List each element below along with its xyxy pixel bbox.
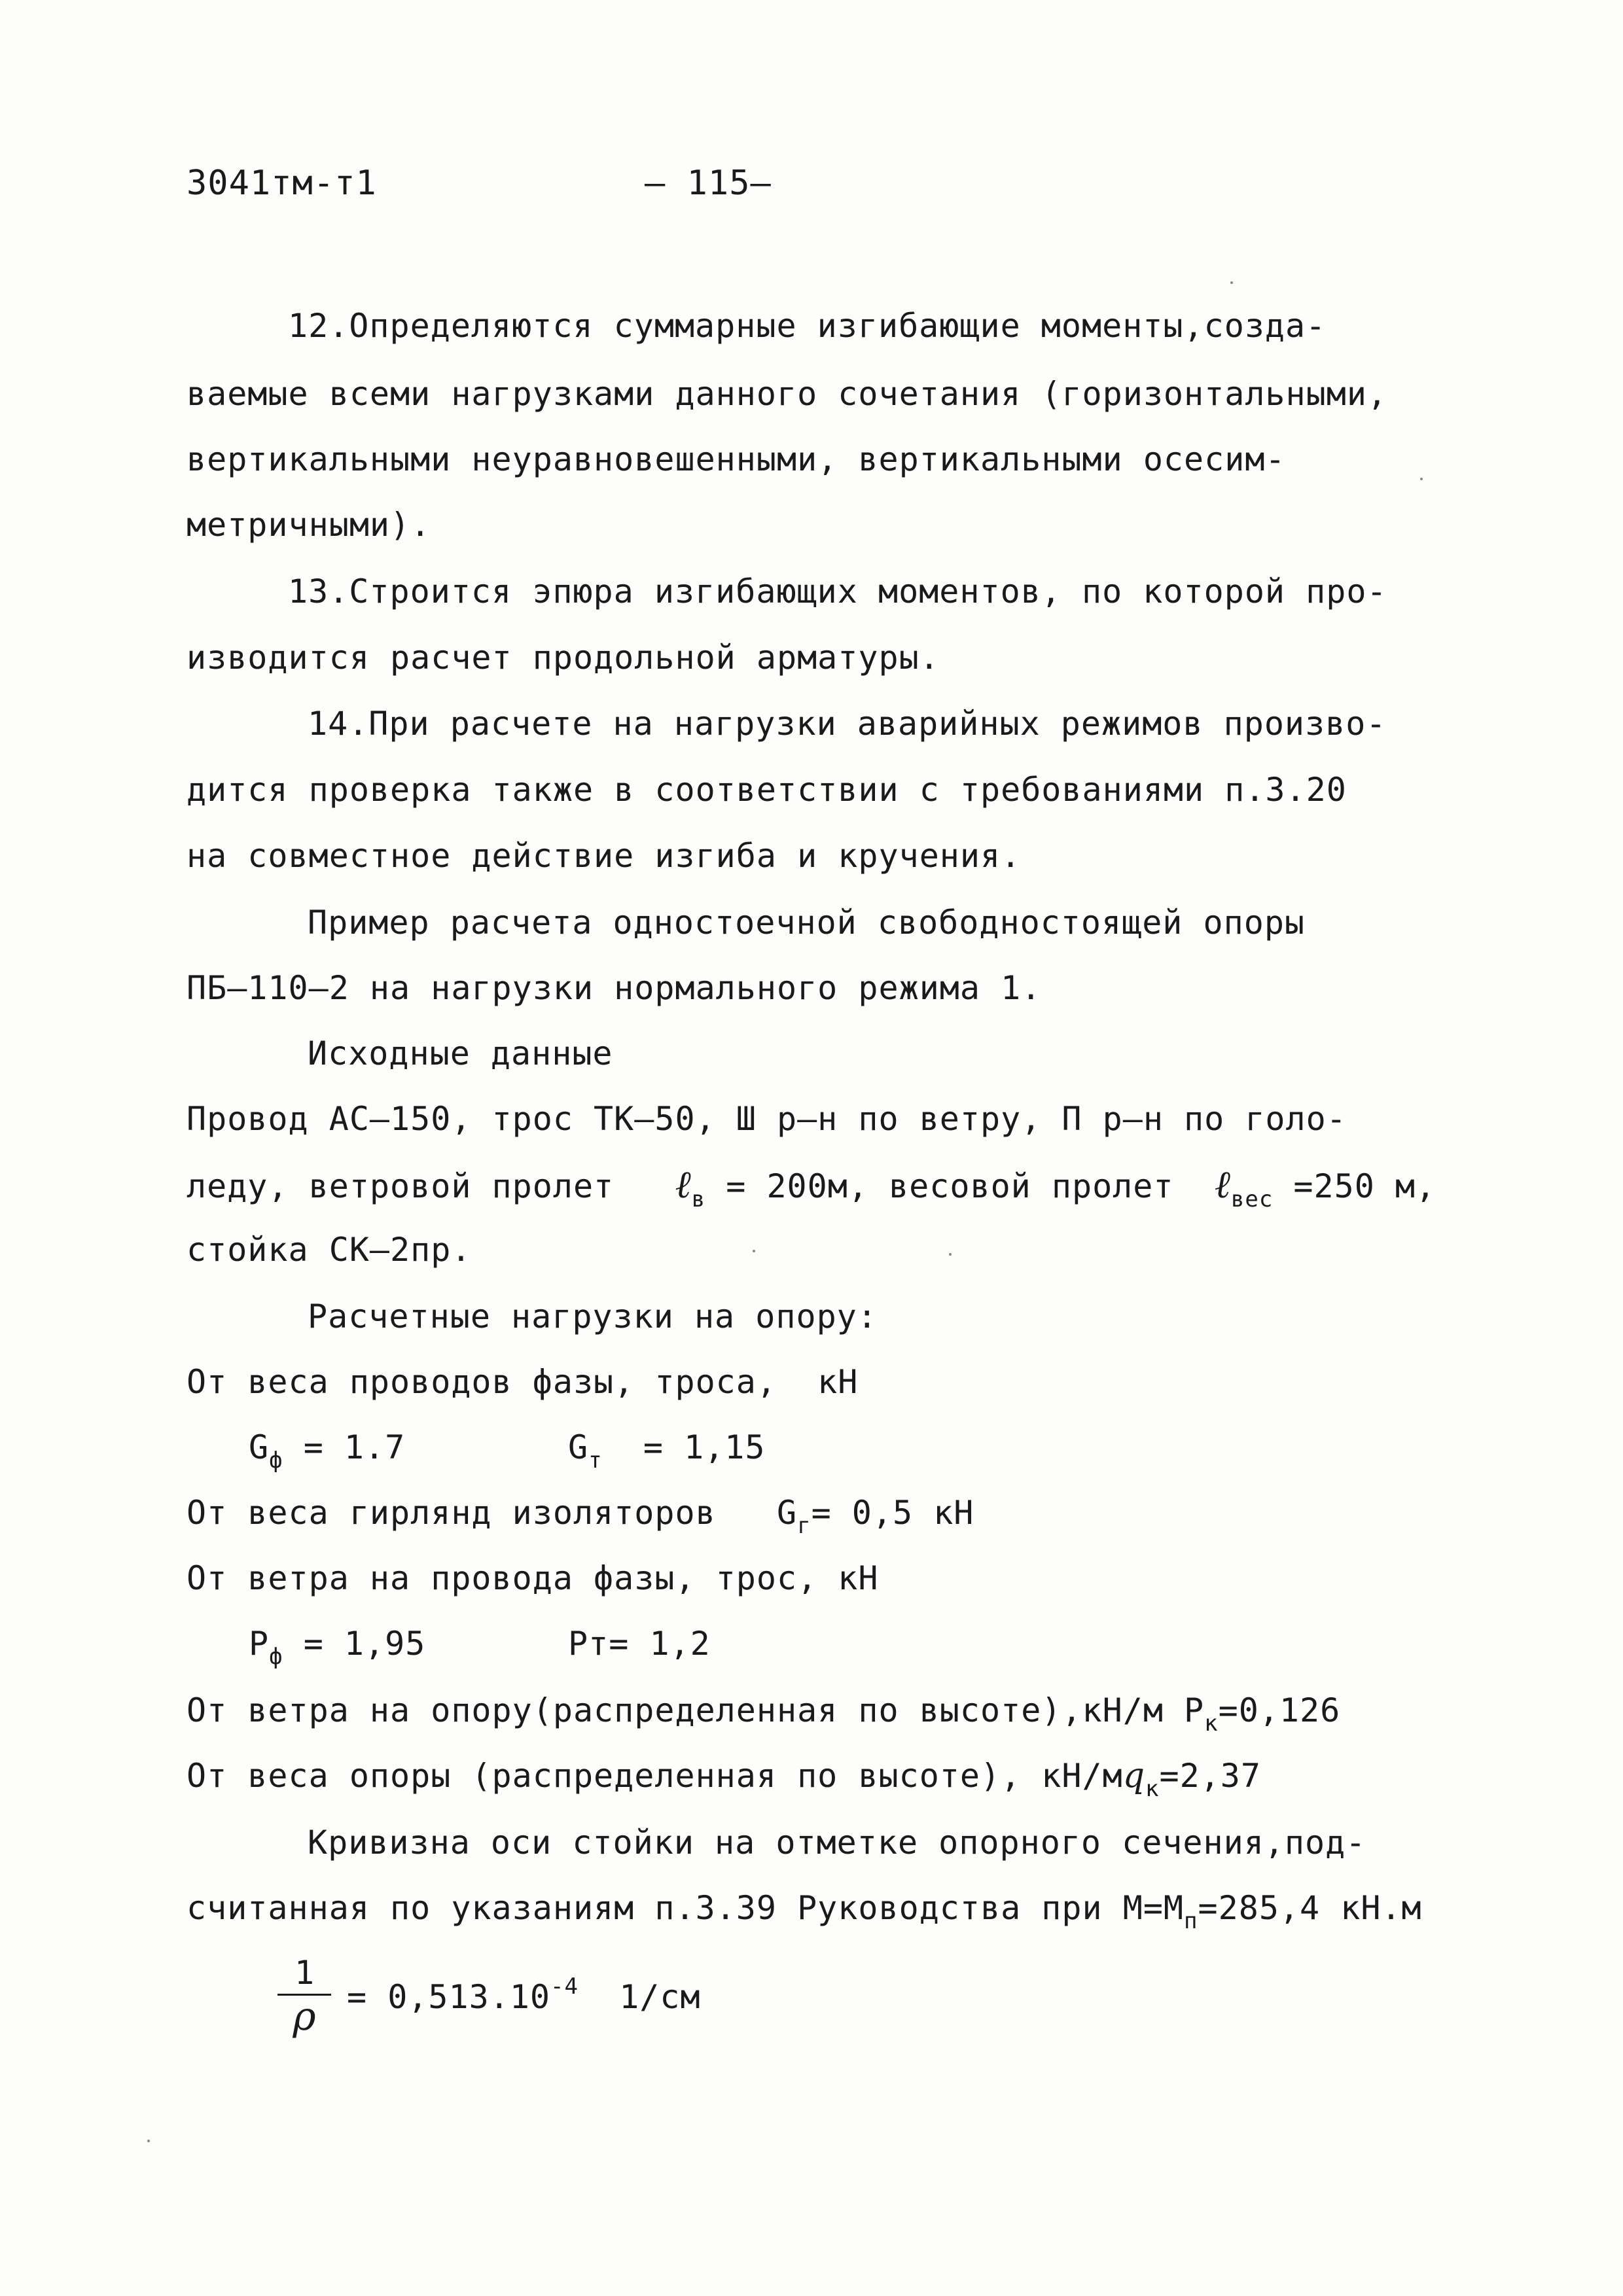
insulators-weight-line: От веса гирлянд изоляторов $G_г= 0,5$ кН bbox=[187, 1494, 974, 1539]
item-12-line-4: метричными). bbox=[187, 506, 431, 544]
wind-wires-values: $P_ф = 1,95$ Рт= 1,2 bbox=[249, 1625, 711, 1670]
scan-speck bbox=[147, 2140, 150, 2142]
item-12-line-3: вертикальными неуравновешенными, вертикальными осесим- bbox=[187, 440, 1286, 478]
fraction-numerator: 1 bbox=[294, 1954, 315, 1992]
wind-pole-line: От ветра на опору(распределенная по высоте),кН/м $Р_к=0,126$ bbox=[187, 1691, 1341, 1737]
fraction-denominator: ρ bbox=[293, 1994, 316, 2040]
item-14-line-3: на совместное действие изгиба и кручения. bbox=[187, 837, 1022, 875]
wind-wires-label: От ветра на провода фазы, трос, кН bbox=[187, 1559, 879, 1597]
loads-title: Расчетные нагрузки на опору: bbox=[308, 1298, 878, 1335]
spans-text-a: леду, ветровой пролет bbox=[187, 1167, 615, 1205]
curvature-fraction bbox=[275, 1953, 334, 2040]
example-line-1: Пример расчета одностоечной свободностоящей опоры bbox=[308, 904, 1306, 942]
scan-speck bbox=[1230, 281, 1233, 284]
initial-data-line-2 bbox=[187, 1162, 1436, 1212]
spans-text-b: = 200м, весовой пролет bbox=[726, 1167, 1174, 1205]
initial-data-line-3: стойка СК–2пр. bbox=[187, 1231, 472, 1269]
scan-speck bbox=[753, 1250, 755, 1252]
wind-span-subscript: в bbox=[691, 1186, 706, 1212]
curvature-line-2: считанная по указаниям п.3.39 Руководства при $М=М_п=285,4$ кН.м bbox=[187, 1889, 1422, 1934]
page-number: – 115– bbox=[645, 164, 772, 203]
item-12-line-1: 12.Определяются суммарные изгибающие моменты,созда- bbox=[288, 307, 1327, 345]
wires-weight-values: $G_ф = 1.7$ $G_т = 1,15$ bbox=[249, 1428, 766, 1474]
example-line-2: ПБ–110–2 на нагрузки нормального режима 1. bbox=[187, 969, 1042, 1007]
item-14-line-2: дится проверка также в соответствии с требованиями п.3.20 bbox=[187, 771, 1347, 809]
document-code: 3041тм-т1 bbox=[187, 164, 377, 203]
wires-weight-label: От веса проводов фазы, троса, кН bbox=[187, 1363, 859, 1401]
initial-data-line-1: Провод АС–150, трос ТК–50, Ш р–н по ветру, П р–н по голо- bbox=[187, 1100, 1347, 1138]
curvature-value: = $0,513.10^{-4}$ 1/см bbox=[347, 1973, 701, 2016]
item-13-line-1: 13.Строится эпюра изгибающих моментов, по которой про- bbox=[288, 573, 1387, 610]
curvature-line-1: Кривизна оси стойки на отметке опорного сечения,под- bbox=[308, 1824, 1366, 1862]
spans-text-c: =250 м, bbox=[1293, 1167, 1436, 1205]
weight-span-subscript: вес bbox=[1230, 1186, 1274, 1212]
item-12-line-2: ваемые всеми нагрузками данного сочетания (горизонтальными, bbox=[187, 375, 1388, 413]
scan-speck bbox=[949, 1253, 952, 1256]
item-13-line-2: изводится расчет продольной арматуры. bbox=[187, 639, 940, 677]
weight-pole-line: От веса опоры (распределенная по высоте), $кН/мq_к=2,37$ bbox=[187, 1756, 1262, 1802]
initial-data-title: Исходные данные bbox=[308, 1034, 613, 1072]
item-14-line-1: 14.При расчете на нагрузки аварийных режимов произво- bbox=[308, 705, 1387, 743]
weight-span-symbol: ℓ bbox=[1214, 1162, 1231, 1207]
scan-speck bbox=[1420, 478, 1423, 480]
wind-span-symbol: ℓ bbox=[675, 1162, 692, 1207]
